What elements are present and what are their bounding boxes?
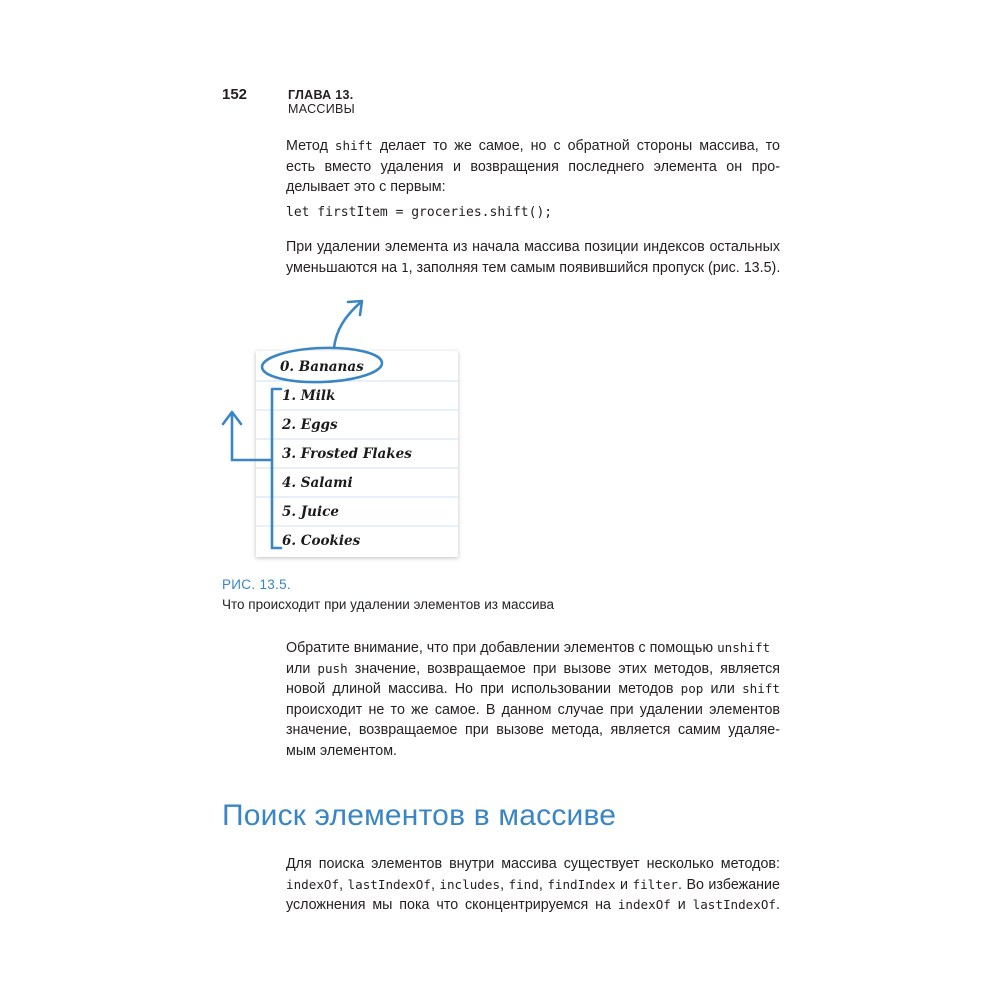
text-line [286, 136, 780, 157]
inline-code: indexOf [286, 876, 340, 892]
text-line: Для поиска элементов внутри массива существует несколько методов: [286, 856, 780, 872]
text: или [286, 660, 318, 677]
paragraph-index-shift [286, 237, 780, 278]
text: уменьшаются на [286, 259, 402, 276]
inline-code: includes [439, 876, 501, 892]
text-line: значение, возвращаемое при вызове метода, является самим удаляе- [286, 722, 780, 739]
list-item-1: 1. Milk [282, 388, 336, 404]
list-item-3: 3. Frosted Flakes [282, 446, 412, 462]
running-header [222, 86, 356, 116]
chapter-prefix: ГЛАВА 13. [288, 88, 354, 102]
inline-code: unshift [717, 640, 771, 655]
page-number: 152 [222, 86, 248, 103]
inline-code: filter [632, 876, 679, 892]
paragraph-shift [286, 136, 780, 198]
text: и [670, 897, 693, 914]
text-line [286, 679, 780, 700]
inline-code: indexOf [617, 897, 671, 913]
text: Обратите внимание, что при добавлении элементов с помощью [286, 640, 718, 656]
list-item-2: 2. Eggs [282, 417, 338, 433]
text: Метод [286, 138, 335, 154]
text: новой длиной массива. Но при использовании методов [286, 681, 681, 698]
text-line [286, 659, 780, 680]
text: . Во избежание [678, 876, 780, 893]
figure-13-5 [212, 290, 472, 570]
code-example: let firstItem = groceries.shift(); [286, 205, 553, 220]
text-line: есть вместо удаления и возвращения последнего элемента он про- [286, 158, 780, 175]
removed-arrow-icon [334, 302, 361, 348]
inline-code: shift [742, 681, 780, 697]
text: , заполняя тем самым появившийся пропуск (рис. 13.5). [408, 259, 781, 276]
chapter-title: МАССИВЫ [288, 102, 356, 116]
text-line [286, 895, 780, 916]
text-line [286, 875, 780, 896]
text-line: мым элементом. [286, 742, 397, 759]
section-title: Поиск элементов в массиве [222, 799, 617, 832]
list-item-0: 0. Bananas [280, 359, 364, 375]
inline-code: pop [680, 681, 704, 697]
text: , [538, 876, 548, 893]
list-item-6: 6. Cookies [282, 533, 361, 549]
text: , [430, 876, 440, 893]
figure-caption-label: РИС. 13.5. [222, 577, 291, 592]
inline-code: lastIndexOf [347, 876, 431, 892]
text: делает то же самое, но с обратной стороны массива, то [372, 138, 780, 154]
text: или [703, 681, 743, 698]
list-item-4: 4. Salami [282, 475, 353, 491]
text-line [286, 258, 780, 279]
text: , [339, 876, 348, 893]
paragraph-search-methods [286, 854, 780, 916]
inline-code: lastIndexOf [692, 897, 777, 913]
text: и [615, 876, 633, 893]
paragraph-return-values [286, 638, 780, 762]
inline-code: 1 [401, 259, 409, 275]
text: . [776, 897, 780, 914]
text: , [500, 876, 509, 893]
inline-code: push [317, 660, 348, 676]
text-line [286, 638, 780, 659]
inline-code: find [508, 876, 539, 892]
text-line: При удалении элемента из начала массива позиции индексов остальных [286, 239, 780, 255]
text: значение, возвращаемое при вызове этих методов, является [347, 660, 780, 677]
text-line: происходит не то же самое. В данном случае при удалении элементов [286, 701, 780, 718]
text: усложнения мы пока что сконцентрируемся на [286, 897, 618, 914]
chapter-heading [288, 88, 355, 116]
inline-code: findIndex [547, 876, 616, 892]
inline-code: shift [334, 138, 373, 153]
text-line: делывает это с первым: [286, 179, 446, 196]
figure-caption-text: Что происходит при удалении элементов из массива [222, 597, 555, 612]
list-item-5: 5. Juice [282, 504, 339, 520]
